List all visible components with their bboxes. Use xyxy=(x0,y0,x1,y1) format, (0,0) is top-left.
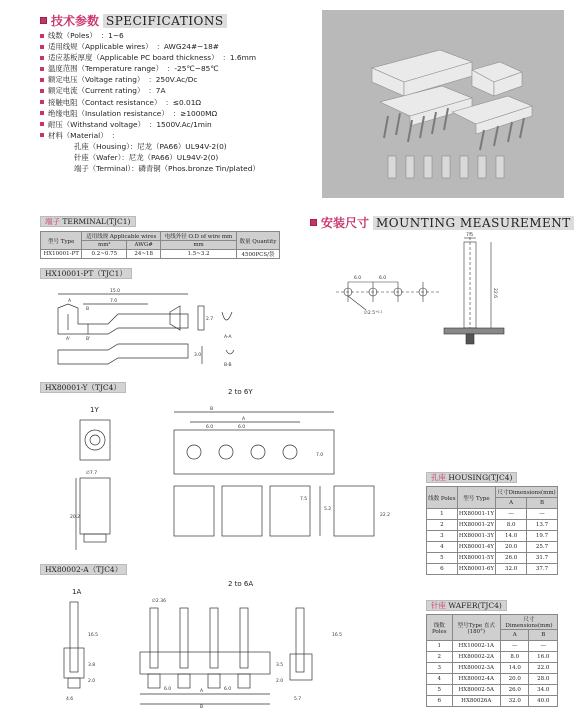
bullet-icon xyxy=(40,122,44,126)
material-item: 孔座（Housing）：尼龙（PA66）UL94V-2(0) xyxy=(74,141,227,151)
table-row: 2 HX80002-2A 8.0 16.0 xyxy=(427,652,558,663)
spec-item: 绝缘电阻（Insulation resistance） ：≥1000MΩ xyxy=(40,108,310,119)
mounting-header xyxy=(310,214,574,231)
svg-text:16.5: 16.5 xyxy=(332,633,343,638)
svg-text:B: B xyxy=(200,705,204,710)
spec-item: 额定电压（Voltage rating） ：250V.Ac/Dc xyxy=(40,74,310,85)
table-row: 5 HX80001-5Y 26.0 31.7 xyxy=(427,553,558,564)
svg-text:22.2: 22.2 xyxy=(380,513,391,518)
svg-text:7.5: 7.5 xyxy=(466,233,474,238)
a-range-label: 2 to 6A xyxy=(228,580,254,588)
table-row: 6 HX80026A 32.0 40.0 xyxy=(427,696,558,707)
bullet-icon xyxy=(40,56,44,60)
svg-text:3.0: 3.0 xyxy=(194,353,202,358)
svg-text:3.5: 3.5 xyxy=(276,663,284,668)
svg-text:20.2: 20.2 xyxy=(70,515,81,520)
svg-text:∅2.5⁺⁰·¹: ∅2.5⁺⁰·¹ xyxy=(364,311,383,316)
svg-text:3.8: 3.8 xyxy=(88,663,96,668)
pt-tag: HX10001-PT（TJC1） xyxy=(40,268,132,279)
spec-item: 温度范围（Temperature range） ：-25℃~85℃ xyxy=(40,63,310,74)
bullet-icon xyxy=(40,78,44,82)
terminal-tag: 端子 TERMINAL(TJC1) xyxy=(40,216,136,227)
spec-item: 适应基板厚度（Applicable PC board thickness） ：1.6mm xyxy=(40,52,310,63)
y-range-label: 2 to 6Y xyxy=(228,388,253,396)
svg-text:6.0: 6.0 xyxy=(164,687,172,692)
svg-text:A: A xyxy=(242,417,246,422)
spec-list xyxy=(40,30,310,174)
wafer-table: 线数 Poles 型号Type 直式(180°) 尺寸Dimensions(mm) A B 1 HX10002-1A — — 2 HX80002-2A 8.0 16.0 3 HX80002-3A 14.0 22.0 4 HX80002-4A 20.0 28.0 5 HX80002-5A 26.0 34.0 6 HX80026A 32.0 40.0 xyxy=(426,614,558,707)
spec-item: 线数（Poles） ：1~6 xyxy=(40,30,310,41)
mounting-title-en: MOUNTING MEASUREMENT xyxy=(373,216,574,230)
connector-photo-illustration xyxy=(322,10,564,198)
svg-text:22.6: 22.6 xyxy=(492,288,497,299)
svg-text:A: A xyxy=(68,299,72,304)
bullet-square-icon xyxy=(40,17,47,24)
wafer-tag: 针座 WAFER(TJC4) xyxy=(426,600,507,611)
bullet-icon xyxy=(40,100,44,104)
housing-drawing xyxy=(70,400,410,560)
table-row: 1 HX10002-1A — — xyxy=(427,641,558,652)
spec-title-en: SPECIFICATIONS xyxy=(103,14,227,28)
spec-title-cn: 技术参数 xyxy=(51,14,100,28)
table-row: 3 HX80002-3A 14.0 22.0 xyxy=(427,663,558,674)
mounting-title-cn: 安装尺寸 xyxy=(321,216,370,230)
table-row: 1 HX80001-1Y — — xyxy=(427,509,558,520)
table-row: 4 HX80002-4A 20.0 28.0 xyxy=(427,674,558,685)
table-row: HX10001-PT 0.2~0.75 24~18 1.5~3.2 4500PCS/袋 xyxy=(41,250,280,259)
svg-text:7.5: 7.5 xyxy=(300,497,308,502)
table-row: 5 HX80002-5A 26.0 34.0 xyxy=(427,685,558,696)
svg-text:B: B xyxy=(86,307,90,312)
svg-text:B: B xyxy=(210,407,214,412)
svg-text:5.2: 5.2 xyxy=(324,507,332,512)
svg-text:6.0: 6.0 xyxy=(206,425,214,430)
spec-item: 材料（Material） ： xyxy=(40,130,310,141)
mounting-drawing xyxy=(326,232,566,352)
svg-text:2.7: 2.7 xyxy=(206,317,214,322)
y-single-label: 1Y xyxy=(90,406,99,414)
terminal-drawing xyxy=(48,284,248,374)
bullet-icon xyxy=(40,111,44,115)
a-single-label: 1A xyxy=(72,588,82,596)
svg-text:6.0: 6.0 xyxy=(379,276,387,281)
spec-item: 适用线规（Applicable wires） ：AWG24#~18# xyxy=(40,41,310,52)
material-item: 针座（Wafer）：尼龙（PA66）UL94V-2(0) xyxy=(74,153,219,163)
table-row: 2 HX80001-2Y 8.0 13.7 xyxy=(427,520,558,531)
a-tag: HX80002-A（TJC4） xyxy=(40,564,127,575)
svg-text:A-A: A-A xyxy=(224,335,232,340)
housing-tag: 孔座 HOUSING(TJC4) xyxy=(426,472,517,483)
spec-item: 接触电阻（Contact resistance） ：≤0.01Ω xyxy=(40,97,310,108)
svg-text:∅7.7: ∅7.7 xyxy=(86,471,98,476)
housing-table: 线数 Poles 型号 Type 尺寸Dimensions(mm) A B 1 HX80001-1Y — — 2 HX80001-2Y 8.0 13.7 3 HX80001-3Y 14.0 19.7 4 HX80001-4Y 20.0 25.7 5 HX80001-5Y 26.0 31.7 6 HX80001-6Y 32.0 37.7 xyxy=(426,486,558,575)
bullet-icon xyxy=(40,89,44,93)
svg-text:A: A xyxy=(200,689,204,694)
table-row: 3 HX80001-3Y 14.0 19.7 xyxy=(427,531,558,542)
bullet-icon xyxy=(40,34,44,38)
table-row: 6 HX80001-6Y 32.0 37.7 xyxy=(427,564,558,575)
svg-text:B-B: B-B xyxy=(224,363,232,368)
svg-text:6.0: 6.0 xyxy=(238,425,246,430)
material-item: 端子（Terminal）：磷青铜（Phos.bronze Tin/plated） xyxy=(74,164,260,174)
svg-text:16.5: 16.5 xyxy=(88,633,99,638)
svg-text:6.0: 6.0 xyxy=(224,687,232,692)
bullet-icon xyxy=(40,133,44,137)
bullet-icon xyxy=(40,67,44,71)
svg-text:A': A' xyxy=(66,337,71,342)
svg-text:5.7: 5.7 xyxy=(294,697,302,702)
terminal-table: 型号 Type 适用线规 Applicable wires 电线外径 O.D of wire mm 数量 Quantity mm² AWG# mm HX10001-PT 0.2~0.75 24~18 1.5~3.2 4500PCS/袋 xyxy=(40,231,280,259)
svg-text:7.0: 7.0 xyxy=(316,453,324,458)
bullet-square-icon xyxy=(310,219,317,226)
svg-text:15.0: 15.0 xyxy=(110,289,121,294)
svg-text:2.0: 2.0 xyxy=(276,679,284,684)
wafer-drawing xyxy=(60,596,350,712)
svg-text:2.0: 2.0 xyxy=(88,679,96,684)
svg-text:∅2.36: ∅2.36 xyxy=(152,599,166,604)
product-photo xyxy=(322,10,564,198)
bullet-icon xyxy=(40,45,44,49)
svg-text:6.0: 6.0 xyxy=(354,276,362,281)
svg-text:B': B' xyxy=(86,337,91,342)
y-tag: HX80001-Y（TJC4） xyxy=(40,382,126,393)
table-row: 4 HX80001-4Y 20.0 25.7 xyxy=(427,542,558,553)
svg-text:7.0: 7.0 xyxy=(110,299,118,304)
specifications-header xyxy=(40,12,227,29)
spec-item: 额定电流（Current rating） ：7A xyxy=(40,85,310,96)
spec-item: 耐压（Withstand voltage） ：1500V.Ac/1min xyxy=(40,119,310,130)
svg-text:4.6: 4.6 xyxy=(66,697,74,702)
